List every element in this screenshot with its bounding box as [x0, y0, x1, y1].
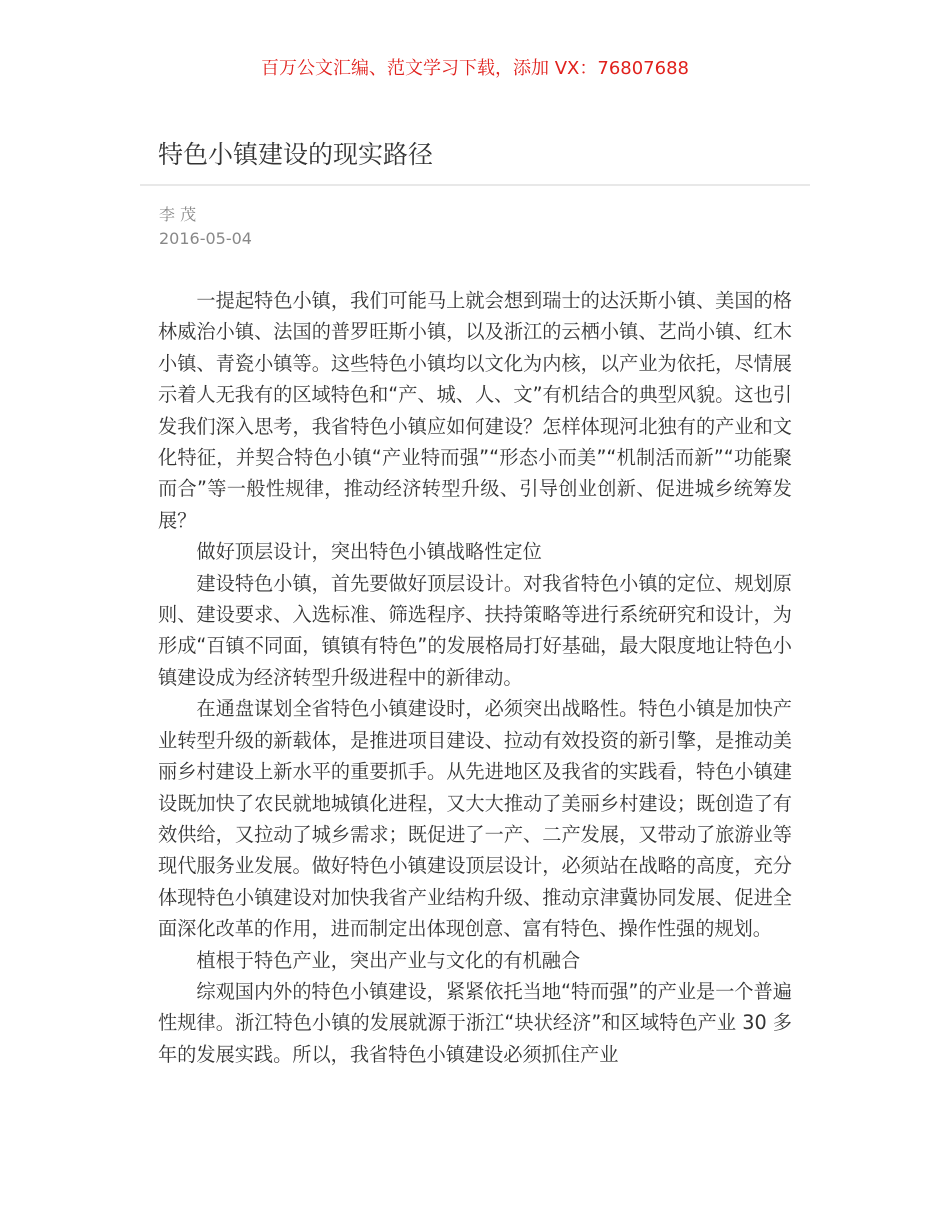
section-heading-top-level-design: 做好顶层设计，突出特色小镇战略性定位 [196, 540, 542, 564]
paragraph: 在通盘谋划全省特色小镇建设时，必须突出战略性。特色小镇是加快产业转型升级的新载体，是推进项目建设、拉动有效投资的新引擎，是推动美丽乡村建设上新水平的重要抓手。从先进地区及我省的实践看，特色小镇建设既加快了农民就地城镇化进程，又大大推动了美丽乡村建设；既创造了有效供给，又拉动了城乡需求；既促进了一产、二产发展，又带动了旅游业等现代服务业发展。做好特色小镇建设顶层设计，必须站在战略的高度，充分体现特色小镇建设对加快我省产业结构升级、推动京津冀协同发展、促进全面深化改革的作用，进而制定出体现创意、富有特色、操作性强的规划。 [158, 697, 792, 941]
article-meta [159, 203, 252, 251]
section-heading-industry-culture: 植根于特色产业，突出产业与文化的有机融合 [196, 948, 581, 972]
title-divider [140, 184, 810, 186]
promo-banner: 百万公文汇编、范文学习下载，添加 VX：76807688 [261, 58, 689, 79]
article-date: 2016-05-04 [159, 229, 252, 248]
article-body [158, 285, 792, 1070]
article-title: 特色小镇建设的现实路径 [158, 140, 434, 169]
paragraph: 建设特色小镇，首先要做好顶层设计。对我省特色小镇的定位、规划原则、建设要求、入选标准、筛选程序、扶持策略等进行系统研究和设计，为形成“百镇不同面，镇镇有特色”的发展格局打好基础，最大限度地让特色小镇建设成为经济转型升级进程中的新律动。 [158, 571, 792, 689]
paragraph-intro: 一提起特色小镇，我们可能马上就会想到瑞士的达沃斯小镇、美国的格林威治小镇、法国的普罗旺斯小镇，以及浙江的云栖小镇、艺尚小镇、红木小镇、青瓷小镇等。这些特色小镇均以文化为内核，以产业为依托，尽情展示着人无我有的区域特色和“产、城、人、文”有机结合的典型风貌。这也引发我们深入思考，我省特色小镇应如何建设？怎样体现河北独有的产业和文化特征，并契合特色小镇“产业特而强”“形态小而美”“机制活而新”“功能聚而合”等一般性规律，推动经济转型升级、引导创业创新、促进城乡统筹发展？ [158, 289, 792, 532]
article-author: 李 茂 [159, 205, 197, 224]
paragraph: 综观国内外的特色小镇建设，紧紧依托当地“特而强”的产业是一个普遍性规律。浙江特色小镇的发展就源于浙江“块状经济”和区域特色产业 30 多年的发展实践。所以，我省特色小镇建设必须抓住产业 [158, 979, 792, 1066]
